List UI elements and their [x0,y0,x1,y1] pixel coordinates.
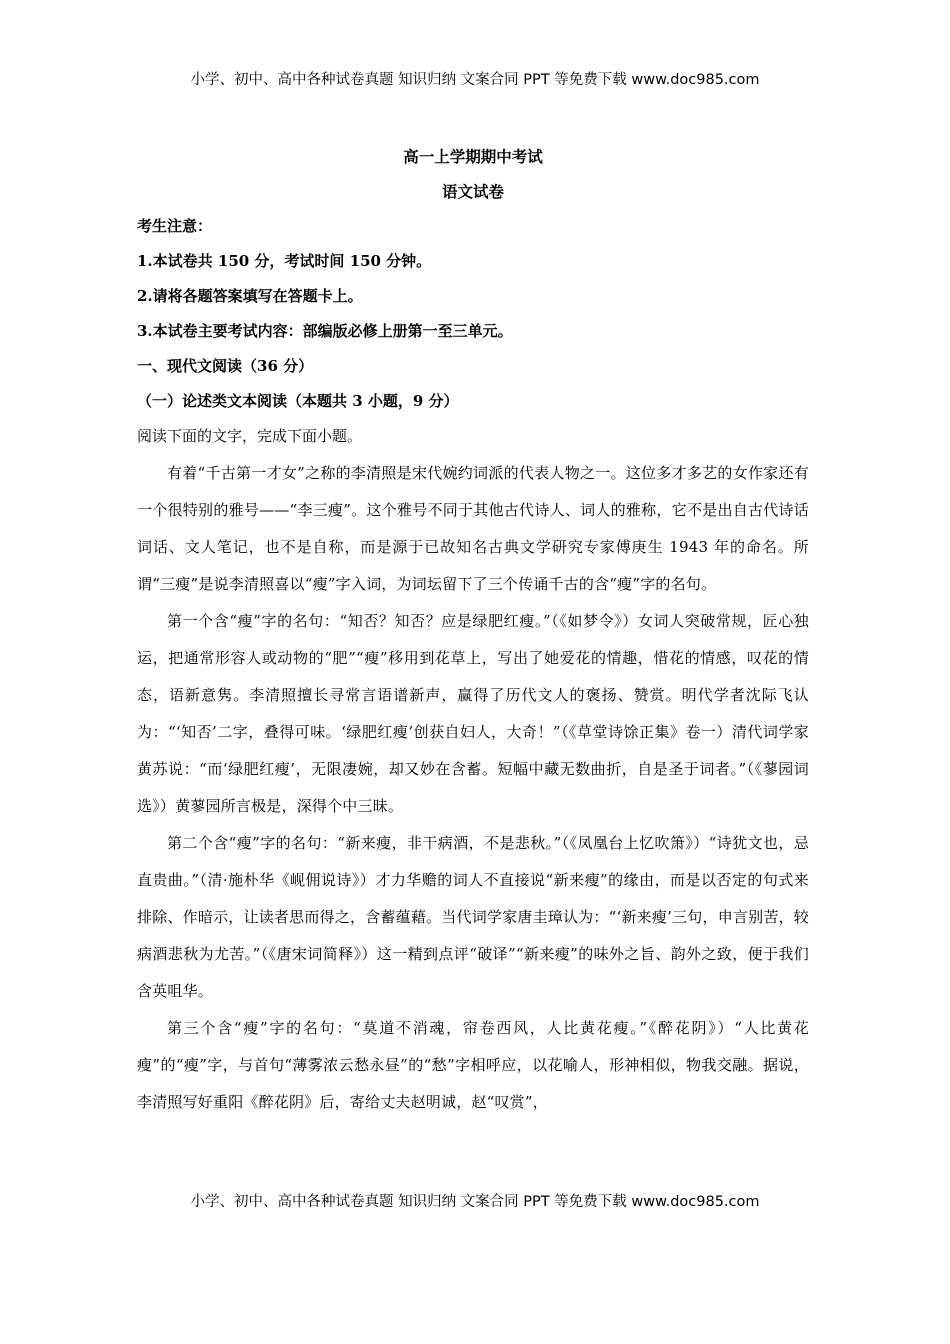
reading-instruction: 阅读下面的文字，完成下面小题。 [137,427,363,445]
exam-document [137,146,809,1121]
passage-paragraph-1: 有着“千古第一才女”之称的李清照是宋代婉约词派的代表人物之一。这位多才多艺的女作家还有一个很特别的雅号——“李三瘦”。这个雅号不同于其他古代诗人、词人的雅称，它不是出自古代诗话词话、文人笔记，也不是自称，而是源于已故知名古典文学研究专家傅庚生 1943 年的命名。所谓“三瘦”是说李清照喜以“瘦”字入词，为词坛留下了三个传诵千古的含“瘦”字的名句。 [137,464,809,593]
page-footer: 小学、初中、高中各种试卷真题 知识归纳 文案合同 PPT 等免费下载 www.doc985.com [190,1194,760,1210]
section-heading: 一、现代文阅读（36 分） [137,357,314,375]
notice-item-1: 1.本试卷共 150 分，考试时间 150 分钟。 [137,252,432,270]
notice-item-3: 3.本试卷主要考试内容：部编版必修上册第一至三单元。 [137,322,513,340]
passage-paragraph-3: 第二个含“瘦”字的名句：“新来瘦，非干病酒，不是悲秋。”（《凤凰台上忆吹箫》）“诗犹文也，忌直贵曲。”（清·施朴华《岘佣说诗》）才力华赡的词人不直接说“新来瘦”的缘由，而是以否定的句式来排除、作暗示，让读者思而得之，含蓄蕴藉。当代词学家唐圭璋认为：“‘新来瘦’三句，申言别苦，较病酒悲秋为尤苦。”（《唐宋词简释》）这一精到点评“破译”“新来瘦”的味外之旨、韵外之致，便于我们含英咀华。 [137,834,809,1000]
part-heading: （一）论述类文本阅读（本题共 3 小题，9 分） [137,392,459,410]
exam-title: 高一上学期期中考试 [403,147,543,166]
notice-heading: 考生注意： [137,217,213,235]
page-header: 小学、初中、高中各种试卷真题 知识归纳 文案合同 PPT 等免费下载 www.doc985.com [190,72,760,88]
exam-subtitle: 语文试卷 [441,182,504,201]
passage-paragraph-4: 第三个含“瘦”字的名句：“莫道不消魂，帘卷西风，人比黄花瘦。”《醉花阴》）“人比黄花瘦”的“瘦”字，与首句“薄雾浓云愁永昼”的“愁”字相呼应，以花喻人，形神相似，物我交融。据说，李清照写好重阳《醉花阴》后，寄给丈夫赵明诚，赵“叹赏”， [137,1019,809,1111]
notice-item-2: 2.请将各题答案填写在答题卡上。 [137,287,363,305]
passage-paragraph-2: 第一个含“瘦”字的名句：“知否？知否？应是绿肥红瘦。”（《如梦令》）女词人突破常规，匠心独运，把通常形容人或动物的“肥”“瘦”移用到花草上，写出了她爱花的情趣，惜花的情感，叹花的情态，语新意隽。李清照擅长寻常言语谱新声，赢得了历代文人的褒扬、赞赏。明代学者沈际飞认为：“‘知否’二字，叠得可味。‘绿肥红瘦’创获自妇人，大奇！”（《草堂诗馀正集》卷一）清代词学家黄苏说：“而‘绿肥红瘦’，无限凄婉，却又妙在含蓄。短幅中藏无数曲折，自是圣于词者。”（《蓼园词选》）黄蓼园所言极是，深得个中三昧。 [137,612,809,815]
